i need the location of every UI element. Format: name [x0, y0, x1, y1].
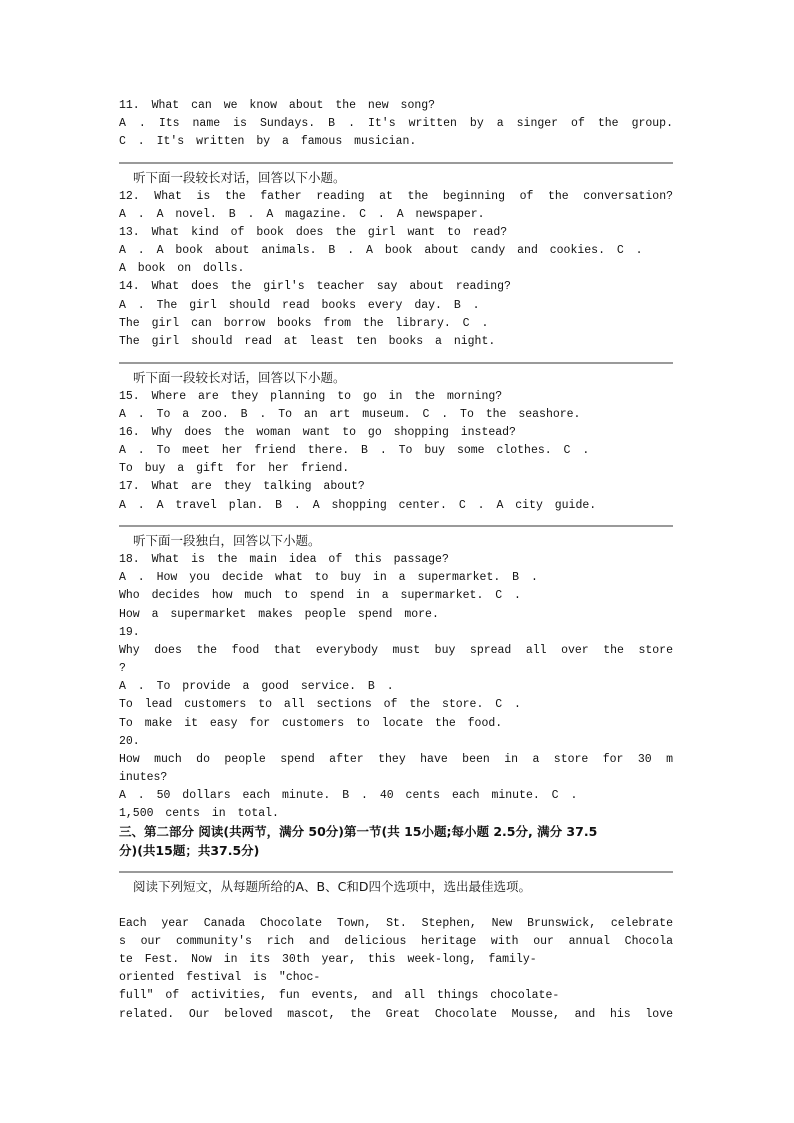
question-19-option-c: To make it easy for customers to locate the food. [119, 717, 503, 730]
reading-instruction: 阅读下列短文，从每题所给的A、B、C和D四个选项中，选出最佳选项。 [133, 879, 531, 894]
question-14-option-c: The girl should read at least ten books a night. [119, 335, 496, 348]
part-3-heading: 三、第二部分 阅读(共两节，满分 50分)第一节(共 15小题;每小题 2.5分, 满分 37.5 [119, 824, 598, 839]
question-16-option-c: To buy a gift for her friend. [119, 462, 350, 475]
reading-passage-line: oriented festival is "choc- [119, 971, 321, 984]
question-11: 11. What can we know about the new song? [119, 99, 436, 112]
reading-passage-line: full" of activities, fun events, and all things chocolate- [119, 989, 560, 1002]
reading-passage-line: s our community's rich and delicious heritage with our annual Chocola [119, 935, 673, 948]
reading-passage-line: te Fest. Now in its 30th year, this week-long, family- [119, 953, 537, 966]
question-18-option-a: A . How you decide what to buy in a supermarket. B . [119, 571, 538, 584]
section-divider [119, 525, 673, 527]
question-14-option-b: The girl can borrow books from the library. C . [119, 317, 489, 330]
section-divider [119, 162, 673, 164]
reading-passage-line: related. Our beloved mascot, the Great Chocolate Mousse, and his love [119, 1008, 673, 1021]
reading-passage-line: Each year Canada Chocolate Town, St. Stephen, New Brunswick, celebrate [119, 917, 673, 930]
question-17: 17. What are they talking about? [119, 480, 365, 493]
question-13-option-c: A book on dolls. [119, 262, 245, 275]
section-divider [119, 871, 673, 873]
question-13: 13. What kind of book does the girl want to read? [119, 226, 508, 239]
question-19-option-b: To lead customers to all sections of the store. C . [119, 698, 521, 711]
question-16: 16. Why does the woman want to go shopping instead? [119, 426, 516, 439]
question-15-options: A . To a zoo. B . To an art museum. C . To the seashore. [119, 408, 581, 421]
question-11-option-c: C . It's written by a famous musician. [119, 135, 417, 148]
question-19-number: 19. [119, 626, 140, 639]
question-18-option-b: Who decides how much to spend in a supermarket. C . [119, 589, 521, 602]
question-20-text-end: inutes? [119, 771, 168, 784]
section-heading-conversation-2: 听下面一段较长对话，回答以下小题。 [133, 370, 346, 385]
question-12-options: A . A novel. B . A magazine. C . A newspaper. [119, 208, 485, 221]
question-14-option-a: A . The girl should read books every day. B . [119, 299, 480, 312]
question-18-option-c: How a supermarket makes people spend more. [119, 608, 439, 621]
part-3-heading-cont: 分)(共15题；共37.5分) [119, 843, 260, 858]
question-14: 14. What does the girl's teacher say about reading? [119, 280, 511, 293]
question-20-number: 20. [119, 735, 140, 748]
question-12: 12. What is the father reading at the beginning of the conversation? [119, 190, 673, 203]
question-19-text: Why does the food that everybody must buy spread all over the store [119, 644, 673, 657]
question-11-options-ab: A . Its name is Sundays. B . It's written by a singer of the group. [119, 117, 673, 130]
section-divider [119, 362, 673, 364]
section-heading-monologue: 听下面一段独白，回答以下小题。 [133, 533, 321, 548]
question-20-option-c: 1,500 cents in total. [119, 807, 279, 820]
question-20-options-ab: A . 50 dollars each minute. B . 40 cents each minute. C . [119, 789, 578, 802]
question-19-text-end: ? [119, 662, 126, 675]
question-18: 18. What is the main idea of this passage? [119, 553, 449, 566]
question-20-text: How much do people spend after they have been in a store for 30 m [119, 753, 673, 766]
question-19-option-a: A . To provide a good service. B . [119, 680, 394, 693]
question-17-options: A . A travel plan. B . A shopping center. C . A city guide. [119, 499, 597, 512]
question-13-options-ab: A . A book about animals. B . A book about candy and cookies. C . [119, 244, 643, 257]
question-15: 15. Where are they planning to go in the morning? [119, 390, 503, 403]
section-heading-conversation-1: 听下面一段较长对话，回答以下小题。 [133, 170, 346, 185]
question-16-options-ab: A . To meet her friend there. B . To buy some clothes. C . [119, 444, 590, 457]
